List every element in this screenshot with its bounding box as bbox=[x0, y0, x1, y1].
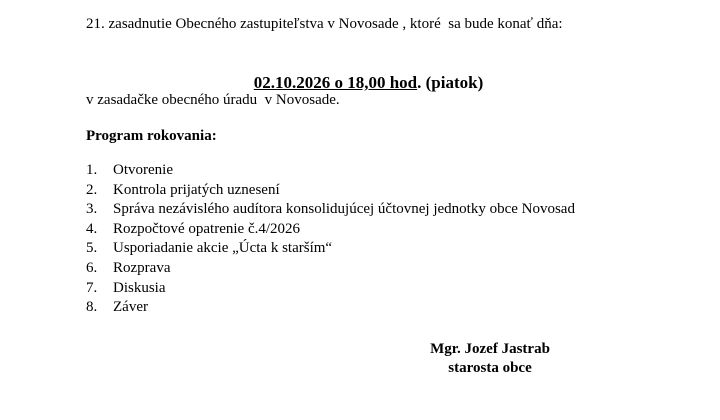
meeting-date: 02.10.2026 o 18,00 hod bbox=[253, 73, 418, 92]
agenda-item-number: 7. bbox=[86, 279, 98, 296]
agenda-item-text: Diskusia bbox=[113, 279, 166, 296]
agenda-item-text: Rozprava bbox=[113, 259, 171, 276]
agenda-item-number: 1. bbox=[86, 162, 98, 178]
agenda-item bbox=[86, 279, 575, 299]
agenda-item bbox=[86, 200, 575, 220]
agenda-item bbox=[86, 161, 575, 181]
agenda-item-number: 3. bbox=[86, 201, 98, 218]
agenda-list bbox=[86, 161, 575, 318]
agenda-item-number: 6. bbox=[86, 259, 98, 276]
agenda-item-text: Usporiadanie akcie „Úcta k starším“ bbox=[113, 240, 333, 257]
signature-name: Mgr. Jozef Jastrab bbox=[430, 341, 550, 357]
meeting-intro: 21. zasadnutie Obecného zastupiteľstva v Novosade , ktoré sa bude konať dňa: bbox=[86, 16, 563, 32]
agenda-item-number: 2. bbox=[86, 181, 98, 198]
meeting-day: . (piatok) bbox=[417, 73, 484, 92]
agenda-item bbox=[86, 181, 575, 201]
agenda-item-number: 8. bbox=[86, 299, 98, 316]
agenda-item bbox=[86, 239, 575, 259]
meeting-location: v zasadačke obecného úradu v Novosade. bbox=[86, 92, 340, 108]
agenda-item-text: Otvorenie bbox=[113, 162, 173, 178]
agenda-item bbox=[86, 220, 575, 240]
agenda-item-text: Záver bbox=[113, 299, 148, 316]
agenda-item bbox=[86, 298, 575, 318]
agenda-item-text: Správa nezávislého audítora konsolidujúcej účtovnej jednotky obce Novosad bbox=[113, 201, 575, 218]
program-heading: Program rokovania: bbox=[86, 128, 217, 144]
agenda-item bbox=[86, 259, 575, 279]
agenda-item-text: Rozpočtové opatrenie č.4/2026 bbox=[113, 220, 301, 237]
agenda-item-number: 5. bbox=[86, 240, 98, 257]
agenda-item-text: Kontrola prijatých uznesení bbox=[113, 181, 280, 198]
signature-title: starosta obce bbox=[448, 360, 532, 376]
agenda-item-number: 4. bbox=[86, 220, 98, 237]
signature-block bbox=[424, 340, 556, 378]
